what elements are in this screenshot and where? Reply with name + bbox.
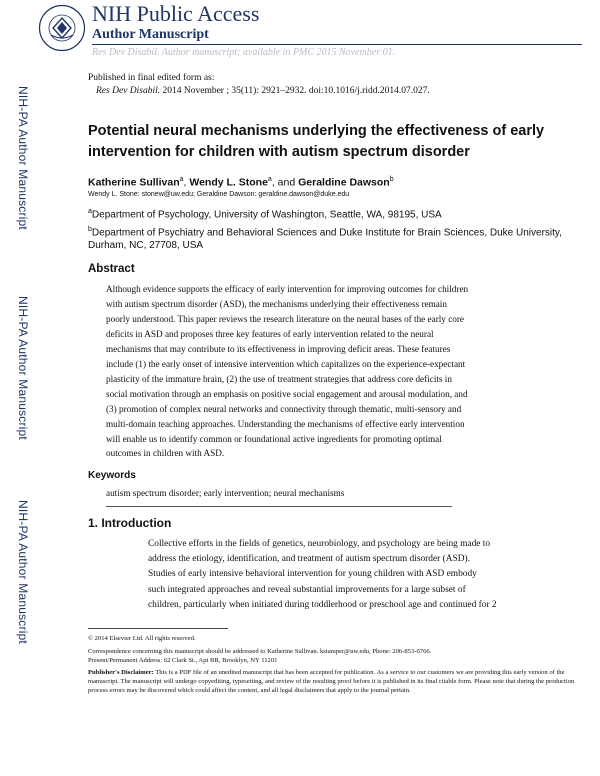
- intro-line: such integrated approaches and reveal substantial improvements for a large subset of: [148, 584, 466, 595]
- intro-line: children, particularly when initiated during toddlerhood or preschool age and continued for 2: [148, 599, 497, 610]
- intro-line: address the etiology, identification, and treatment of autism spectrum disorder (ASD).: [148, 554, 470, 565]
- side-banner-top: NIH-PA Author Manuscript: [16, 86, 30, 230]
- abstract-line: multi-domain teaching approaches. Understanding the mechanisms of effective early intervention: [106, 418, 465, 429]
- section-divider: [106, 506, 452, 507]
- abstract-heading: Abstract: [88, 263, 135, 275]
- side-banner-middle: NIH-PA Author Manuscript: [16, 296, 30, 440]
- availability-note: Res Dev Disabil. Author manuscript; available in PMC 2015 November 01.: [92, 47, 396, 58]
- author-emails: Wendy L. Stone: stonew@uw.edu; Geraldine Dawson: geraldine.dawson@duke.edu: [88, 191, 350, 198]
- correspondence-note: Correspondence concerning this manuscript should be addressed to Katherine Sullivan. kstamper@uw.edu, Phone: 206-853-6766.: [88, 648, 432, 655]
- abstract-line: deficits in ASD and proposes three key features of early intervention related to the neural: [106, 328, 434, 339]
- footnote-rule: [88, 628, 228, 629]
- journal-name: Res Dev Disabil.: [96, 86, 161, 96]
- abstract-line: social motivation through an emphasis on positive social engagement and arousal modulation, and: [106, 388, 468, 399]
- nih-seal-icon: [38, 4, 86, 52]
- present-address-note: Present/Permanent Address: 62 Clark St., Apt BR, Brooklyn, NY 11201: [88, 657, 278, 664]
- author-affiliation-mark: a: [179, 176, 184, 183]
- abstract-line: with autism spectrum disorder (ASD), the mechanisms underlying their effectiveness remain: [106, 298, 447, 309]
- published-label: Published in final edited form as:: [88, 73, 215, 83]
- author-name: Wendy L. Stone: [189, 176, 268, 189]
- author-affiliation-mark: b: [389, 176, 394, 183]
- abstract-line: poorly understood. This paper reviews the research literature on the neural bases of the early core: [106, 313, 465, 324]
- nih-public-access-title: NIH Public Access: [92, 1, 260, 26]
- abstract-line: (3) promotion of complex neural networks and connectivity through thematic, multi-sensory and: [106, 403, 462, 414]
- abstract-line: Although evidence supports the efficacy of early intervention for improving outcomes for children: [106, 284, 469, 294]
- abstract-body: [106, 282, 580, 461]
- disclaimer-label: Publisher's Disclaimer:: [88, 669, 154, 676]
- side-banner-bottom: NIH-PA Author Manuscript: [16, 500, 30, 644]
- introduction-heading: 1. Introduction: [88, 516, 172, 530]
- copyright-note: © 2014 Elsevier Ltd. All rights reserved.: [88, 635, 196, 642]
- author-list: Katherine Sullivan$^a$, Wendy L. Stone$^a$, and Geraldine Dawson$^b$: [88, 176, 394, 189]
- disclaimer-text: This is a PDF file of an unedited manuscript that has been accepted for publication. As a service to our customers we are providing this early version of the manuscript. The manuscript will undergo copyediting, typesetting, and review of the resulting proof before it is published in its final citable form. Please note that during the production process errors may be discovered which could affect the content, and all legal disclaimers that apply to the journal pertain.: [88, 669, 575, 695]
- article-title: Potential neural mechanisms underlying the effectiveness of early intervention for children with autism spectrum disorder: [88, 123, 545, 160]
- affiliation-b: $^b$Department of Psychiatry and Behavioral Sciences and Duke Institute for Brain Sciences, Duke University, Durham, NC, 27708, USA: [88, 226, 562, 252]
- keywords-heading: Keywords: [88, 470, 136, 481]
- keywords-list: autism spectrum disorder; early intervention; neural mechanisms: [106, 488, 345, 498]
- nih-logo: [38, 4, 86, 52]
- publisher-disclaimer: [88, 668, 588, 696]
- citation-details: 2014 November ; 35(11): 2921–2932. doi:10.1016/j.ridd.2014.07.027.: [160, 86, 430, 96]
- abstract-line: plasticity of the immature brain, (2) the use of treatment strategies that address core deficits in: [106, 373, 452, 384]
- author-manuscript-label: Author Manuscript: [92, 27, 209, 42]
- citation-line: [96, 86, 430, 97]
- abstract-line: will enable us to identify common or foundational active ingredients for promoting optimal: [106, 433, 442, 444]
- affiliation-a: $^a$Department of Psychology, University of Washington, Seattle, WA, 98195, USA: [88, 208, 442, 221]
- abstract-line: mechanisms that may contribute to its effectiveness in improving deficit areas. These features: [106, 343, 451, 354]
- introduction-body: [148, 537, 588, 613]
- header-rule: [92, 44, 582, 45]
- intro-line: Studies of early intensive behavioral intervention for young children with ASD embody: [148, 569, 477, 580]
- author-name: Katherine Sullivan: [88, 176, 180, 189]
- intro-line: Collective efforts in the fields of genetics, neurobiology, and psychology are being made to: [148, 539, 491, 549]
- author-affiliation-mark: a: [267, 176, 272, 183]
- author-name: Geraldine Dawson: [298, 176, 390, 189]
- abstract-line: outcomes in children with ASD.: [106, 448, 225, 459]
- abstract-line: include (1) the early onset of intensive intervention which capitalizes on the experience-expectant: [106, 358, 466, 369]
